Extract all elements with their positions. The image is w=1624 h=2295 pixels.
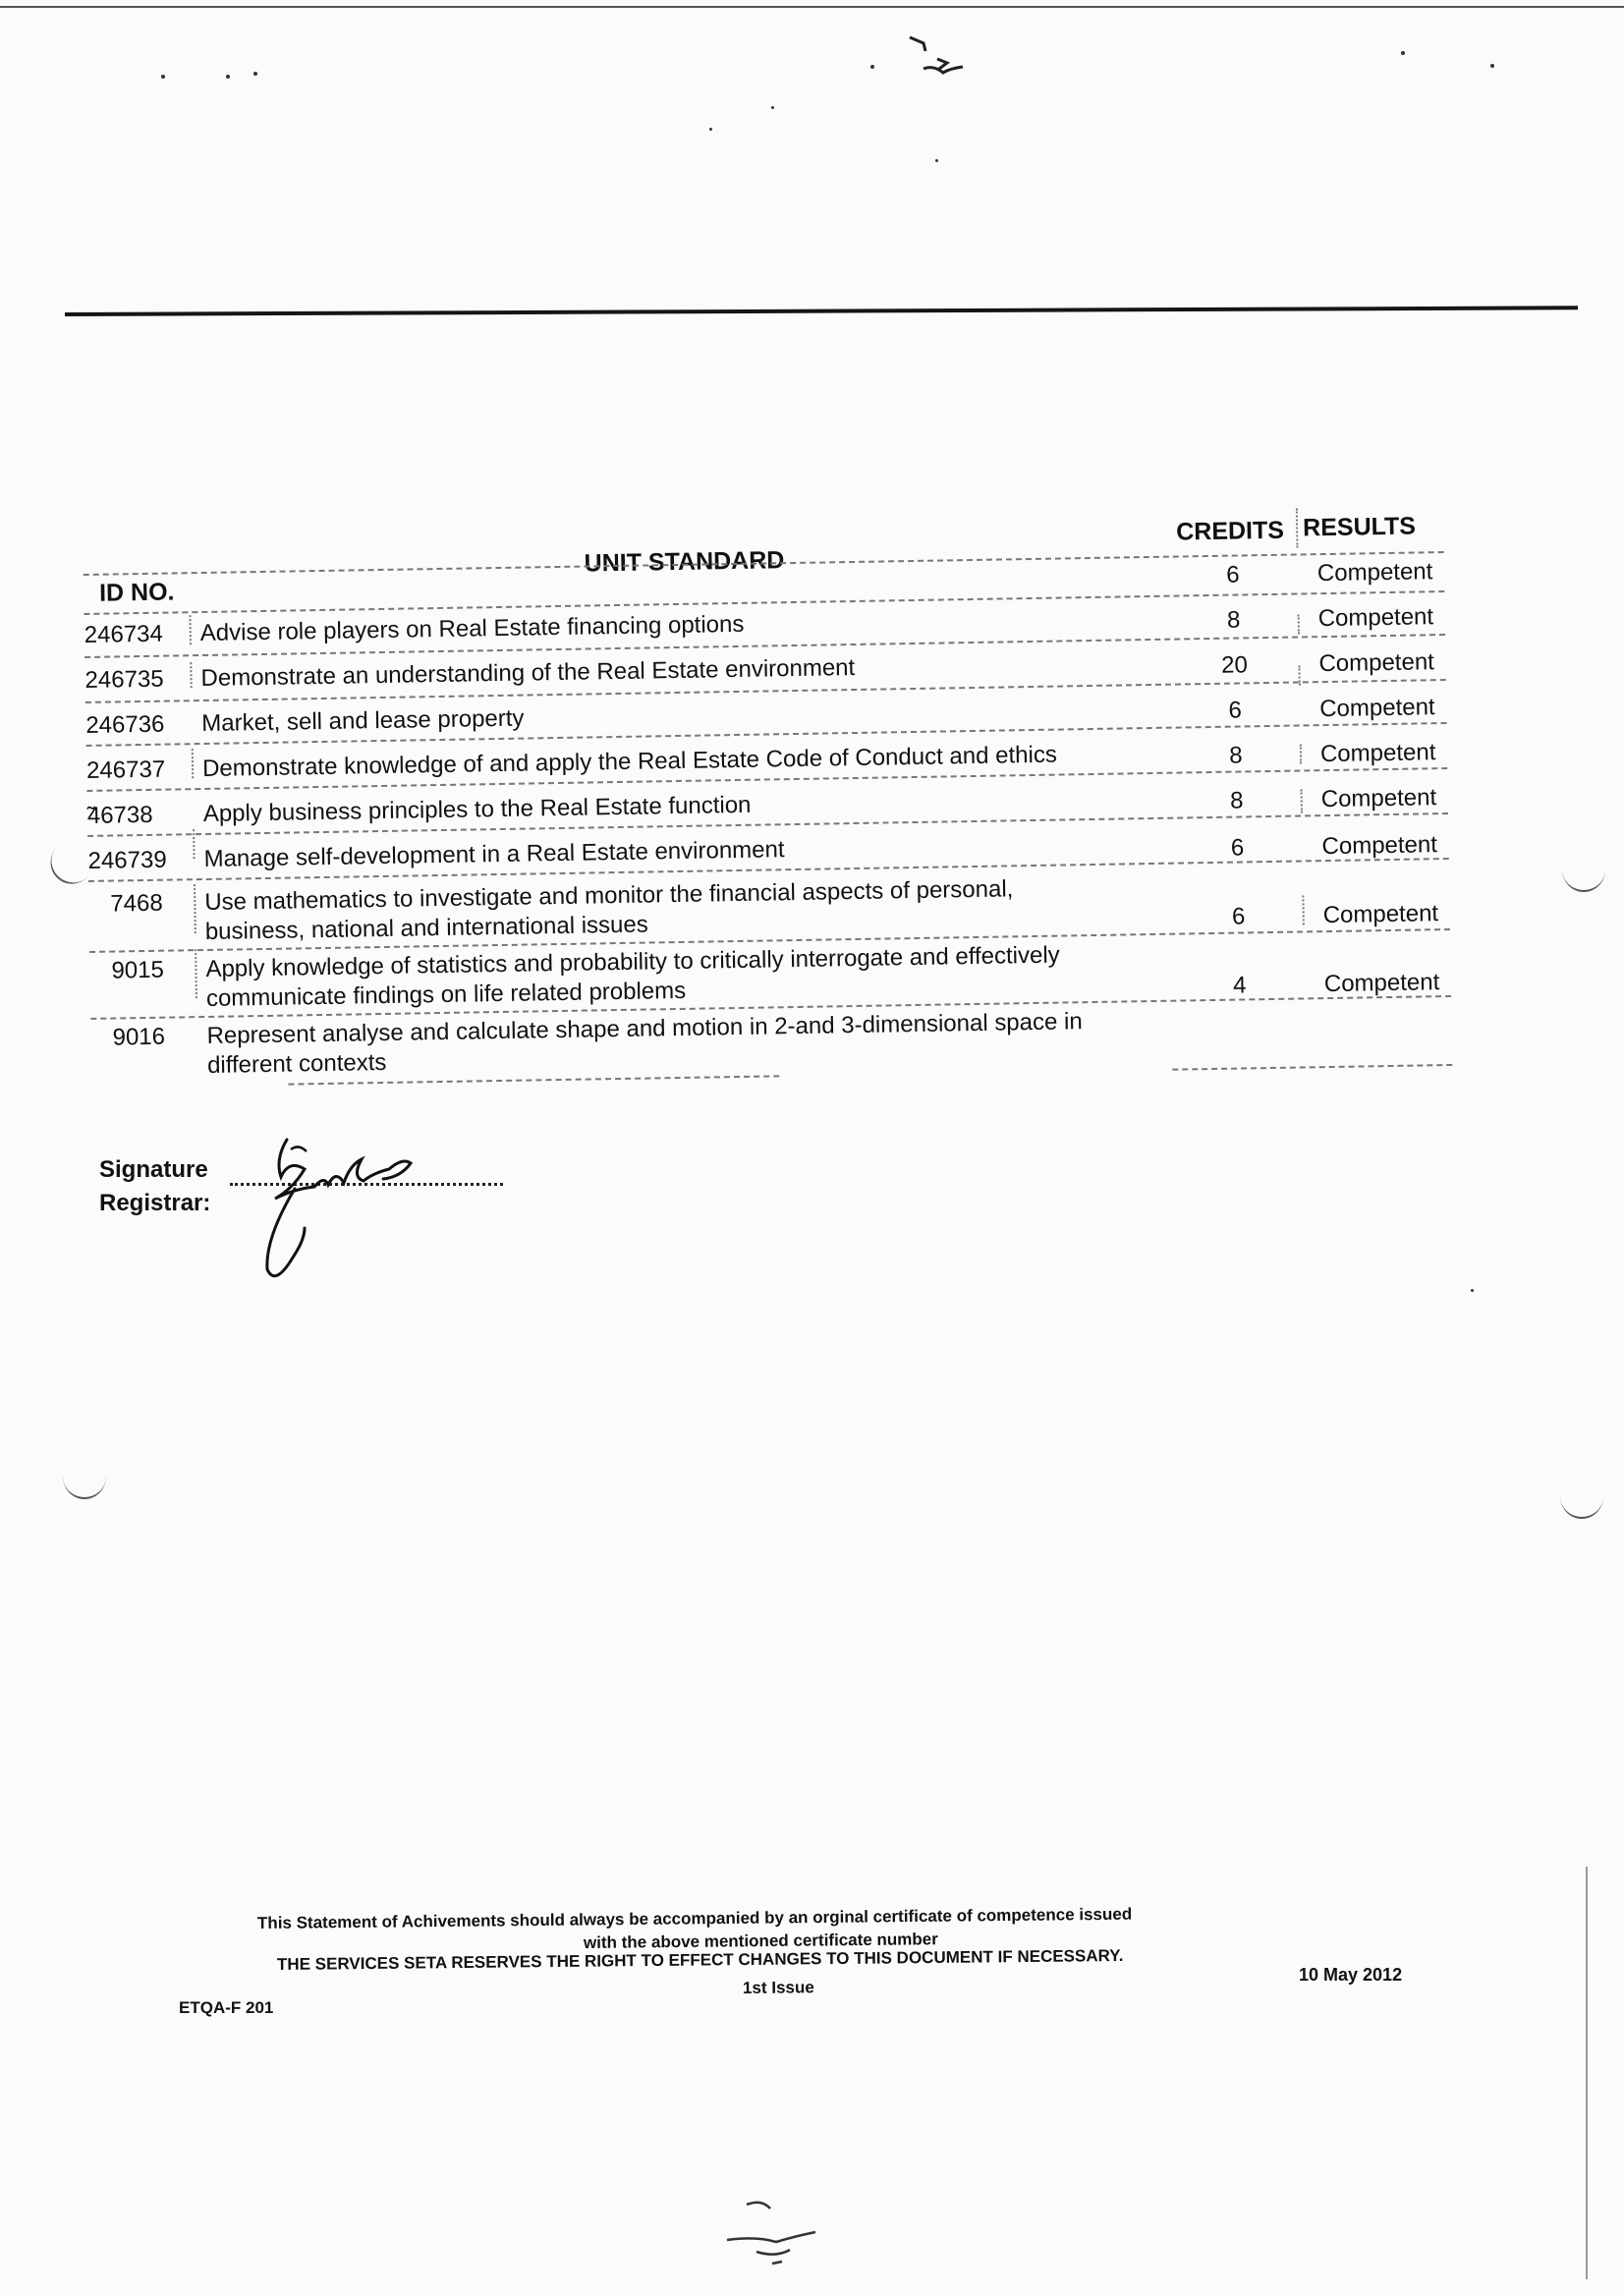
col-divider — [194, 884, 196, 933]
row-8-credits: 6 — [1231, 903, 1246, 930]
header-unit-standard: UNIT STANDARD — [584, 546, 785, 578]
scan-speck — [870, 65, 874, 69]
row-2-credits: 8 — [1226, 606, 1241, 634]
punch-hole-mark — [1562, 847, 1605, 892]
row-1-unit: Advise role players on Real Estate financing options — [199, 610, 745, 647]
row-5-unit: Apply business principles to the Real Estate function — [202, 791, 752, 828]
row-9-unit-line-2: different contexts — [206, 1048, 387, 1079]
row-6-result: Competent — [1320, 784, 1437, 813]
row-8-result: Competent — [1322, 900, 1439, 929]
row-2-result: Competent — [1317, 603, 1434, 633]
row-6-id: 246739 — [87, 846, 167, 874]
row-3-credits: 20 — [1220, 651, 1249, 679]
unit-standards-table — [83, 506, 1452, 1098]
footer-doc-id: ETQA-F 201 — [179, 1998, 274, 2017]
scan-speck — [935, 159, 938, 162]
row-4-result: Competent — [1318, 694, 1435, 723]
row-4-id: 246737 — [85, 756, 166, 784]
signature-label — [99, 1153, 210, 1220]
row-5-result: Competent — [1319, 739, 1436, 768]
row-6-unit: Manage self-development in a Real Estate environment — [203, 836, 785, 872]
scan-speck — [1401, 51, 1405, 55]
row-8-unit-line-1: Apply knowledge of statistics and probability to critically interrogate and effectively — [205, 941, 1060, 982]
signature-label-line-2: Registrar: — [99, 1190, 211, 1216]
row-4-unit: Demonstrate knowledge of and apply the Real Estate Code of Conduct and ethics — [201, 741, 1058, 783]
row-2-id: 246735 — [84, 665, 164, 694]
row-divider — [1172, 1064, 1452, 1071]
col-divider — [195, 949, 197, 998]
header-credits: CREDITS — [1175, 516, 1285, 546]
row-9-result: Competent — [1323, 969, 1440, 998]
header-results: RESULTS — [1302, 512, 1417, 542]
row-5-credits: 8 — [1229, 742, 1243, 769]
header-divider — [1296, 508, 1299, 547]
row-3-id: 246736 — [85, 710, 165, 739]
scan-speck — [1471, 1289, 1474, 1292]
footer-statement-line-2: with the above mentioned certificate number — [583, 1930, 938, 1952]
row-6-credits: 8 — [1229, 787, 1244, 814]
row-9-unit-line-1: Represent analyse and calculate shape and motion in 2-and 3-dimensional space in — [206, 1008, 1083, 1049]
punch-hole-mark — [63, 1454, 106, 1499]
row-3-unit: Market, sell and lease property — [201, 704, 525, 738]
footer-reserves-notice: THE SERVICES SETA RESERVES THE RIGHT TO EFFECT CHANGES TO THIS DOCUMENT IF NECESSARY. — [276, 1945, 1124, 1974]
separator-rule — [65, 306, 1578, 316]
row-3-result: Competent — [1318, 648, 1435, 678]
col-divider — [1301, 789, 1303, 812]
scan-speck — [253, 72, 257, 76]
row-9-credits: 4 — [1232, 972, 1247, 999]
row-8-id: 9015 — [111, 956, 165, 984]
scan-top-border — [0, 6, 1624, 8]
scan-speck — [709, 128, 712, 131]
footer-issue: 1st Issue — [742, 1978, 814, 1997]
row-4-credits: 6 — [1228, 697, 1243, 724]
col-divider — [192, 749, 194, 778]
row-5-id: ̃46738 — [86, 801, 153, 829]
col-divider — [190, 662, 192, 688]
row-1-id: 246734 — [84, 620, 164, 648]
punch-hole-mark — [1560, 1474, 1603, 1519]
row-7-id: 7468 — [110, 889, 163, 918]
footer-date: 10 May 2012 — [1299, 1965, 1403, 1985]
scan-smudge-top — [904, 29, 992, 98]
scan-speck — [1490, 64, 1494, 68]
row-7-unit-line-2: business, national and international issues — [204, 911, 648, 945]
scan-smudge-bottom — [717, 2193, 845, 2271]
row-1-credits: 6 — [1226, 561, 1240, 588]
col-divider — [1302, 895, 1304, 924]
header-id: ID NO. — [98, 578, 175, 607]
scan-edge-line — [1586, 1867, 1588, 2279]
scan-speck — [226, 75, 230, 79]
row-7-result: Competent — [1321, 831, 1438, 861]
footer-statement-line-1: This Statement of Achivements should always be accompanied by an orginal certificate of competence issued — [256, 1904, 1133, 1932]
signature-label-line-1: Signature — [99, 1156, 208, 1183]
scan-speck — [771, 106, 774, 109]
row-8-unit-line-2: communicate findings on life related problems — [205, 977, 687, 1012]
registrar-signature — [236, 1130, 432, 1297]
col-divider — [1300, 744, 1302, 763]
scan-speck — [161, 75, 165, 79]
row-7-credits: 6 — [1230, 834, 1245, 862]
col-divider — [189, 615, 191, 644]
row-2-unit: Demonstrate an understanding of the Real Estate environment — [200, 653, 856, 693]
row-9-id: 9016 — [112, 1023, 166, 1051]
col-divider — [1298, 614, 1300, 634]
row-7-unit-line-1: Use mathematics to investigate and monitor the financial aspects of personal, — [204, 875, 1014, 916]
row-1-result: Competent — [1316, 558, 1433, 588]
